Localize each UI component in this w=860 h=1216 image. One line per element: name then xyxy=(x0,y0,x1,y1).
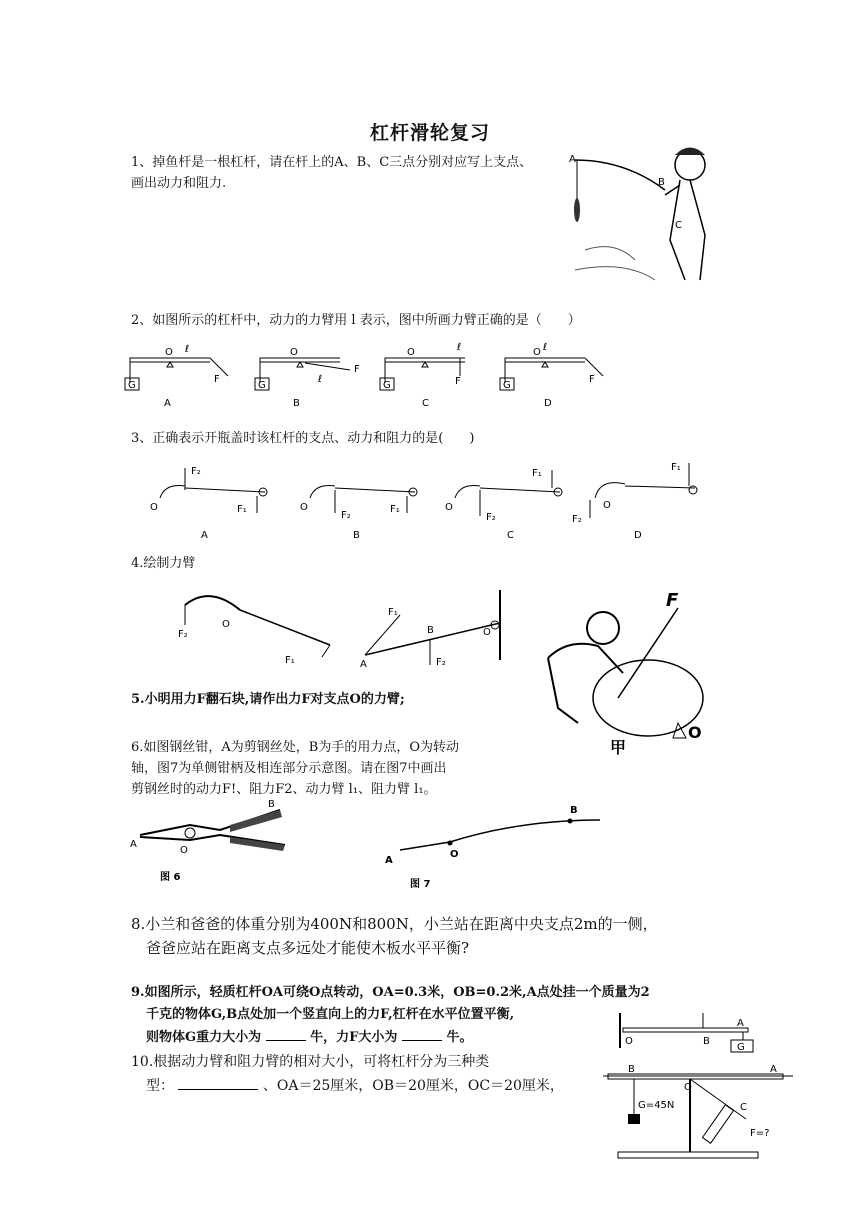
question-8 xyxy=(131,912,751,960)
svg-text:G: G xyxy=(258,380,266,391)
svg-text:G: G xyxy=(737,1042,745,1053)
svg-text:G: G xyxy=(383,380,391,391)
q2-option-a: A xyxy=(164,398,171,409)
question-4: 4.绘制力臂 xyxy=(131,556,196,571)
svg-text:B: B xyxy=(570,805,578,816)
question-1-line-2: 画出动力和阻力. xyxy=(131,176,227,191)
q3-figure-d xyxy=(572,462,697,525)
question-1 xyxy=(131,152,581,194)
stone-label-f: F xyxy=(666,590,679,611)
question-6-line-3: 剪钢丝时的动力F!、阻力F2、动力臂 l₁、阻力臂 l₁。 xyxy=(131,782,437,797)
svg-text:A: A xyxy=(737,1018,744,1029)
svg-text:O: O xyxy=(222,619,230,630)
q2-option-c: C xyxy=(422,398,429,409)
lever-figure-7 xyxy=(385,805,600,890)
figure-6-caption: 图 6 xyxy=(160,872,181,883)
svg-text:F₂: F₂ xyxy=(191,466,201,477)
question-6-line-2: 轴，图7为单侧钳柄及相连部分示意图。请在图7中画出 xyxy=(131,761,447,776)
pliers-figure-6 xyxy=(130,799,285,883)
svg-text:F₂: F₂ xyxy=(178,629,188,640)
svg-text:O: O xyxy=(483,627,491,638)
q3-option-a: A xyxy=(201,530,208,541)
svg-text:O: O xyxy=(300,502,308,513)
svg-text:O: O xyxy=(684,1082,692,1093)
q2-figure-c xyxy=(380,342,465,391)
svg-text:F₂: F₂ xyxy=(572,514,582,525)
svg-text:B: B xyxy=(268,799,275,810)
fishing-figure xyxy=(565,140,730,290)
svg-text:F₂: F₂ xyxy=(436,657,446,668)
svg-text:B: B xyxy=(628,1064,635,1075)
q3-figure-b xyxy=(300,486,417,522)
svg-text:G: G xyxy=(128,380,136,391)
svg-text:C: C xyxy=(740,1102,747,1113)
question-9-line-2: 千克的物体G,B点处加一个竖直向上的力F,杠杆在水平位置平衡, xyxy=(146,1007,515,1022)
svg-text:ℓ: ℓ xyxy=(185,344,190,355)
svg-text:F₁: F₁ xyxy=(237,504,247,515)
svg-text:O: O xyxy=(450,849,459,860)
question-6-line-1: 6.如图钢丝钳，A为剪钢丝处，B为手的用力点，O为转动 xyxy=(131,740,460,755)
question-2: 2、如图所示的杠杆中，动力的力臂用 l 表示，图中所画力臂正确的是（ ） xyxy=(131,313,581,328)
q3-option-d: D xyxy=(634,530,642,541)
page-title: 杠杆滑轮复习 xyxy=(369,122,490,144)
stone-label-jia: 甲 xyxy=(610,738,627,757)
question-8-line-2: 爸爸应站在距离支点多远处才能使木板水平平衡? xyxy=(146,939,470,957)
svg-text:O: O xyxy=(603,500,611,511)
question-9-figure xyxy=(615,1008,765,1058)
svg-text:O: O xyxy=(165,347,173,358)
svg-text:F: F xyxy=(455,376,461,387)
question-2-figures xyxy=(120,338,620,413)
svg-text:ℓ: ℓ xyxy=(543,342,548,353)
svg-text:O: O xyxy=(625,1036,633,1047)
svg-text:G: G xyxy=(503,380,511,391)
question-10-line-1: 10.根据动力臂和阻力臂的相对大小，可将杠杆分为三种类 xyxy=(131,1054,490,1070)
q3-figure-a xyxy=(150,466,267,515)
q4-figure-left xyxy=(178,596,330,666)
stone-figure xyxy=(528,588,718,758)
q3-option-b: B xyxy=(353,530,360,541)
svg-text:O: O xyxy=(290,347,298,358)
figure-7-caption: 图 7 xyxy=(410,879,431,890)
svg-text:F: F xyxy=(214,374,220,385)
q2-option-b: B xyxy=(293,398,300,409)
svg-text:A: A xyxy=(770,1064,777,1075)
svg-text:A: A xyxy=(385,855,393,866)
svg-text:O: O xyxy=(407,347,415,358)
question-6 xyxy=(131,737,521,800)
question-5: 5.小明用力F翻石块,请作出力F对支点O的力臂; xyxy=(131,692,405,707)
question-10-line-2: 型： 、OA＝25厘米，OB＝20厘米，OC＝20厘米， xyxy=(131,1074,611,1098)
lever-type-blank[interactable] xyxy=(178,1075,258,1090)
svg-text:B: B xyxy=(703,1036,710,1047)
svg-text:F₁: F₁ xyxy=(388,607,398,618)
fishing-label-a: A xyxy=(569,154,576,165)
question-10 xyxy=(131,1050,611,1098)
svg-text:F₂: F₂ xyxy=(486,512,496,523)
svg-text:F₁: F₁ xyxy=(671,462,681,473)
question-3: 3、正确表示开瓶盖时该杠杆的支点、动力和阻力的是( ) xyxy=(131,431,475,446)
question-8-line-1: 8.小兰和爸爸的体重分别为400N和800N，小兰站在距离中央支点2m的一侧， xyxy=(131,915,658,933)
question-10-figure xyxy=(598,1064,798,1164)
svg-text:F₁: F₁ xyxy=(390,504,400,515)
svg-text:F₁: F₁ xyxy=(285,655,295,666)
q3-figure-c xyxy=(445,468,562,523)
svg-text:O: O xyxy=(533,347,541,358)
gravity-answer-blank[interactable] xyxy=(266,1026,306,1041)
svg-text:A: A xyxy=(360,659,367,670)
svg-text:O: O xyxy=(150,502,158,513)
svg-text:F: F xyxy=(354,364,360,375)
fishing-label-b: B xyxy=(658,177,665,188)
svg-text:O: O xyxy=(180,845,188,856)
question-9-line-1: 9.如图所示，轻质杠杆OA可绕O点转动，OA=0.3米，OB=0.2米,A点处挂一个质量为2 xyxy=(131,985,650,1000)
q2-figure-d xyxy=(500,342,603,391)
question-4-figures xyxy=(170,585,520,675)
stone-label-o: O xyxy=(688,723,702,742)
fishing-label-c: C xyxy=(675,220,682,231)
question-1-line-1: 1、掉鱼杆是一根杠杆，请在杆上的A、B、C三点分别对应写上支点、 xyxy=(131,155,533,170)
question-9-line-3: 则物体G重力大小为 牛，力F大小为 牛。 xyxy=(131,1026,771,1049)
svg-text:A: A xyxy=(130,839,137,850)
svg-text:ℓ: ℓ xyxy=(318,374,323,385)
svg-text:O: O xyxy=(445,502,453,513)
svg-text:F: F xyxy=(589,374,595,385)
force-answer-blank[interactable] xyxy=(402,1026,442,1041)
question-6-figures xyxy=(130,795,620,890)
svg-text:F₁: F₁ xyxy=(532,468,542,479)
svg-text:F₂: F₂ xyxy=(341,510,351,521)
q3-option-c: C xyxy=(507,530,514,541)
q4-figure-right xyxy=(360,590,500,670)
svg-text:G=45N: G=45N xyxy=(638,1100,675,1111)
question-3-figures xyxy=(145,458,705,543)
svg-text:B: B xyxy=(427,625,434,636)
q2-figure-b xyxy=(255,347,360,391)
svg-text:F=?: F=? xyxy=(750,1128,770,1139)
svg-text:ℓ: ℓ xyxy=(457,342,462,353)
q2-figure-a xyxy=(125,344,228,391)
q2-option-d: D xyxy=(544,398,552,409)
